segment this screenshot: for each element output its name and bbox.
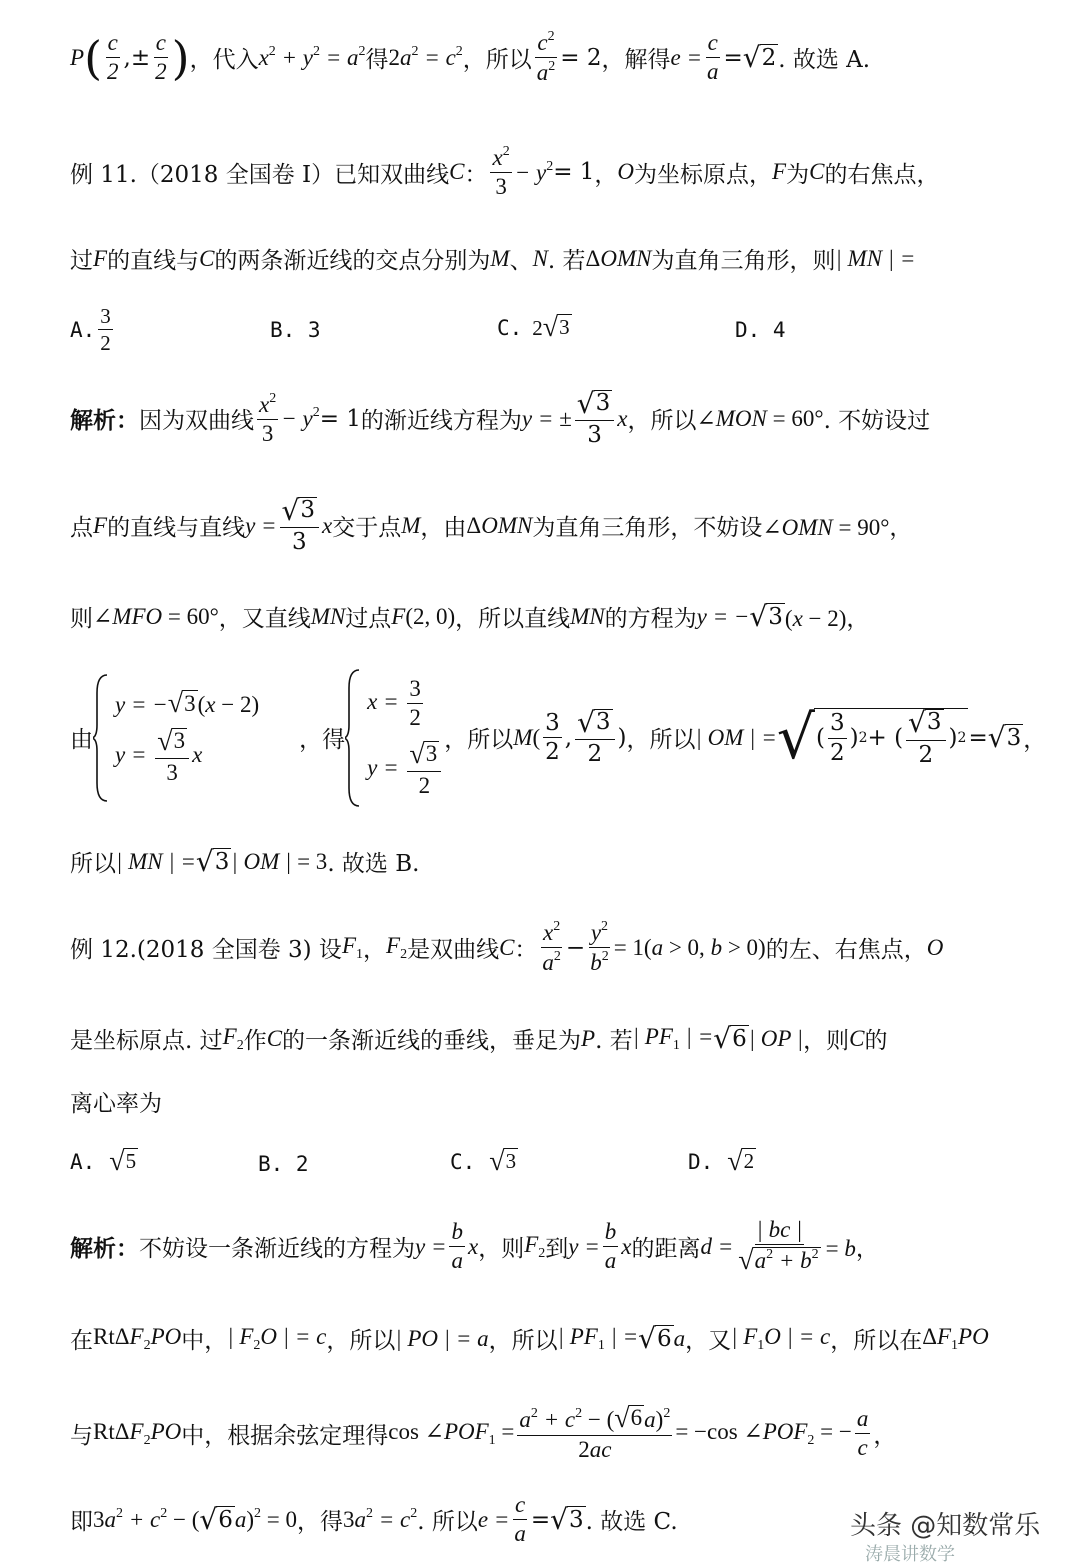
system-brace-1 — [93, 673, 109, 803]
ex11-statement-line2: 过 F 的直线与 C 的两条渐近线的交点分别为 M 、 N . 若 ΔOMN 为直角三角形，则 | MN | = — [70, 242, 1040, 275]
ex11-solution-line4: 由 y = − √ 3 (x − 2) y = √ 3 3 x ，得 x = $\frac{3}{2}$ y = √ 3 2 ，所以 M( $\frac{3}{2}$ , √ 3 2 ) ，所以 | OM | = √ ( $\frac{3}{2}$ ) 2 + ( √ 3 2 ) 2 = √ 3 ， — [70, 665, 1040, 810]
ex11-s2-b: 的直线与直线 — [107, 515, 246, 542]
ex12-solution-label: 解析： — [70, 1235, 139, 1263]
ex11-option-c-label: C. — [497, 316, 523, 340]
ex11-s1-c: ，所以 — [627, 408, 697, 435]
ex11-l2-b: 的直线与 — [107, 248, 200, 274]
ex11-s4-b: ，得 — [299, 727, 346, 753]
ex12-comma: ， — [363, 937, 386, 964]
ex11-option-b-label: B. 3 — [270, 318, 321, 342]
intro-text-1: ，代入 — [189, 47, 259, 74]
ex12-s2-f: ，所以在 — [830, 1328, 923, 1354]
ex11-s2-d: ，由 — [420, 515, 467, 542]
ex11-s3-d: ，所以直线 — [455, 606, 571, 632]
watermark-sub: 涛晨讲数学 — [865, 1544, 955, 1565]
ex12-s3-b: 中，根据余弦定理得 — [181, 1423, 389, 1450]
ex12-l2-d: . 若 — [595, 1028, 633, 1054]
ex11-s1-b: 的渐近线方程为 — [360, 408, 522, 435]
ex11-s3-b: ，又直线 — [218, 606, 311, 632]
ex12-option-d-label: D. — [688, 1150, 714, 1174]
ex12-l2-a: 是坐标原点. 过 — [70, 1028, 223, 1054]
ex12-option-c[interactable]: C. √ 3 — [450, 1146, 517, 1177]
ex11-option-a[interactable]: A. $\frac{3}{2}$ — [70, 304, 111, 356]
ex11-l2-e: . 若 — [547, 248, 586, 274]
ex12-option-b-label: B. 2 — [258, 1152, 309, 1176]
ex12-source: (2018 全国卷 3) 设 — [136, 937, 342, 964]
ex12-s3-a: 与 — [70, 1423, 93, 1450]
ex11-l2-a: 过 — [70, 248, 93, 274]
ex11-l2-f: 为直角三角形，则 — [651, 248, 836, 274]
watermark-main: 头条 @知数常乐 — [850, 1511, 1041, 1541]
intro-text-2: 得 — [365, 47, 389, 74]
ex11-s3-c: 过点 — [345, 606, 392, 632]
intro-text-5: . 故选 A. — [778, 47, 871, 74]
ex12-option-d[interactable]: D. √ 2 — [688, 1146, 755, 1177]
ex11-text-origin: 为坐标原点， — [634, 161, 773, 188]
ex11-s3-e: 的方程为 — [604, 606, 697, 632]
ex12-s2-d: ，所以 — [488, 1328, 558, 1354]
ex11-s5-b: . 故选 B. — [327, 851, 420, 877]
ex12-statement-line2: 是坐标原点. 过 $F_2$ 作 C 的一条渐近线的垂线，垂足为 P . 若 | $PF_1$ | = √ 6 | OP | ，则 C 的 — [70, 1021, 888, 1055]
ex11-option-b[interactable] — [270, 318, 321, 342]
ex11-solution-line2: 点 F 的直线与直线 y = √ 3 3 x 交于点 M ，由 ΔOMN 为直角三角形，不妨设 ∠OMN = 90°， — [70, 494, 913, 556]
ex12-option-a-label: A. — [70, 1150, 96, 1174]
ex11-solution-line3: 则 ∠MFO = 60° ，又直线 MN 过点 F(2, 0) ，所以直线 MN 的方程为 y = − √ 3 (x − 2)， — [70, 599, 870, 633]
ex12-text-foci: 的左、右焦点， — [765, 937, 927, 964]
ex11-option-c[interactable]: C. 2 √ 3 — [497, 312, 570, 343]
intro-text-4: ，解得 — [601, 47, 671, 74]
ex12-solution-line4: 即 $3a^2 + c^2$ − ( √ 6 a)$^2$ = 0 ，得 $3a^2 = c^2$ . 所以 e = $\frac{c}{a}$ = √ 3 . 故选 C. — [70, 1492, 678, 1547]
ex12-solution-line1: 解析： 不妨设一条渐近线的方程为 y = $\frac{b}{a}$ x ，则 $F_2$ 到 y = $\frac{b}{a}$ x 的距离 d = | bc | √ $a^2 + b^2$ = b， — [70, 1217, 879, 1277]
ex12-s4-a: 即 — [70, 1509, 93, 1536]
ex12-statement-line3 — [70, 1085, 1040, 1118]
ex12-s2-e: ，又 — [685, 1328, 732, 1354]
ex12-s2-a: 在 — [70, 1328, 93, 1354]
ex11-s1-d: . 不妨设过 — [823, 408, 931, 435]
ex11-label: 例 11. — [70, 161, 137, 188]
ex11-s2-a: 点 — [70, 515, 93, 542]
ex12-l2-e: ，则 — [803, 1028, 850, 1054]
ex11-source: （2018 全国卷 I）已知双曲线 — [136, 161, 450, 188]
ex12-s1-b: ，则 — [478, 1236, 525, 1263]
ex12-text-hyperbola: 是双曲线 — [407, 937, 500, 964]
ex11-text-is: 为 — [786, 161, 810, 188]
ex12-s4-c: . 所以 — [417, 1509, 478, 1536]
ex12-option-a[interactable]: A. √ 5 — [70, 1146, 137, 1177]
ex12-statement-line1: 例 12. (2018 全国卷 3) 设 $F_1$ ， $F_2$ 是双曲线 C ： $\frac{x^2}{a^2}$ − $\frac{y^2}{b^2}$ = 1(a > 0, b > 0) 的左、右焦点， O — [70, 919, 944, 976]
ex12-l2-f: 的 — [864, 1028, 888, 1054]
ex11-solution-label: 解析： — [70, 407, 139, 435]
ex11-l2-c: 的两条渐近线的交点分别为 — [214, 248, 491, 274]
ex11-solution-line1: 解析： 因为双曲线 $\frac{x^2}{3}$ − $y^2$ = 1 的渐近线方程为 y = ± √ 3 3 x ，所以 ∠MON = 60° . 不妨设过 — [70, 387, 931, 449]
system-brace-2 — [345, 668, 361, 808]
ex11-text-focus: 的右焦点， — [824, 161, 940, 188]
ex12-option-b[interactable] — [258, 1152, 309, 1176]
ex12-label: 例 12. — [70, 937, 137, 964]
ex12-s1-d: 的距离 — [631, 1236, 701, 1263]
ex11-comma: ， — [594, 161, 618, 188]
ex12-s1-c: 到 — [545, 1236, 569, 1263]
ex11-s3-a: 则 — [70, 606, 93, 632]
intro-line: P ( $\frac{c}{2}$ ,± $\frac{c}{2}$ ) ，代入 $x^2 + y^2 = a^2$ 得 $2a^2 = c^2$ ，所以 $\frac{c^2}{a^2}$ = 2 ，解得 e = $\frac{c}{a}$ = √ 2 . 故选 A. — [70, 29, 871, 86]
ex12-l3: 离心率为 — [70, 1091, 162, 1117]
ex11-s2-c: 交于点 — [332, 515, 402, 542]
ex12-solution-line3: 与 RtΔF$_2$PO 中，根据余弦定理得 $\cos \angle POF_1$ = $a^2 + c^2$ − ( √ 6 a)$^2$ 2ac = −cos $\angle POF_2$ = − $\frac{a}{c}$ ， — [70, 1403, 897, 1462]
ex11-option-a-label: A. — [70, 317, 96, 342]
ex12-s4-d: . 故选 C. — [585, 1509, 678, 1536]
intro-text-3: ，所以 — [462, 47, 532, 74]
ex11-s5-a: 所以 — [70, 851, 116, 877]
ex12-s4-b: ，得 — [297, 1509, 344, 1536]
ex12-l2-c: 的一条渐近线的垂线，垂足为 — [282, 1028, 582, 1054]
ex11-option-d[interactable] — [735, 318, 786, 342]
ex11-s4-d: ，所以 — [626, 727, 696, 753]
ex11-s4-c: ，所以 — [444, 727, 514, 753]
ex11-s2-e: 为直角三角形，不妨设 — [532, 515, 763, 542]
ex12-option-c-label: C. — [450, 1150, 476, 1174]
ex11-l2-d: 、 — [509, 248, 533, 274]
ex11-option-d-label: D. 4 — [735, 318, 786, 342]
ex11-s4-a: 由 — [70, 727, 93, 753]
ex12-solution-line2: 在 RtΔF$_2$PO 中， | $F_2O$ | = c ，所以 | PO | = a ，所以 | $PF_1$ | = √ 6 a ，又 | $F_1O$ | = c ，所以在 $\Delta F_1PO$ — [70, 1321, 989, 1355]
ex12-s1-a: 不妨设一条渐近线的方程为 — [139, 1236, 415, 1263]
ex12-s2-b: 中， — [181, 1328, 228, 1354]
ex11-s1-a: 因为双曲线 — [139, 408, 254, 435]
ex11-statement-line1: 例 11. （2018 全国卷 I）已知双曲线 C ： $\frac{x^2}{3}$ − $y^2$ = 1 ， O 为坐标原点， F 为 C 的右焦点， — [70, 144, 940, 200]
ex11-solution-line5: 所以 | MN | = √ 3 | OM | = 3 . 故选 B. — [70, 844, 420, 878]
ex12-s2-c: ，所以 — [326, 1328, 396, 1354]
ex12-l2-b: 作 — [243, 1028, 267, 1054]
